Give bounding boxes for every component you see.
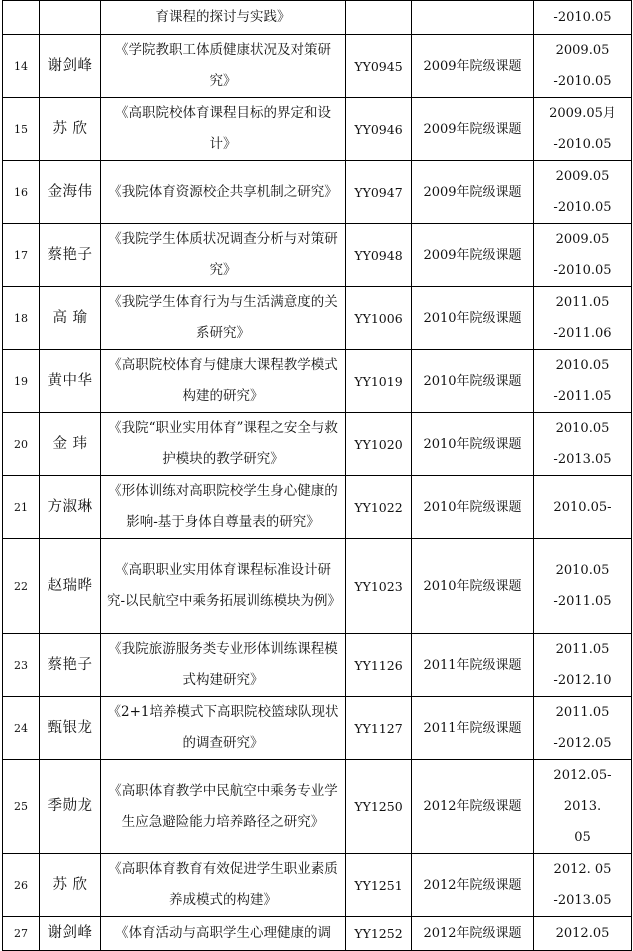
period-line: -2010.05 [553, 74, 612, 89]
project-period [534, 854, 632, 917]
project-period [534, 760, 632, 854]
row-number: 18 [3, 287, 40, 350]
table-row [3, 539, 632, 634]
project-title: 《2+1培养模式下高职院校篮球队现状的调查研究》 [101, 697, 346, 760]
project-level: 2012年院级课题 [412, 854, 534, 917]
row-number: 20 [3, 413, 40, 476]
table-row [3, 350, 632, 413]
project-code: YY1022 [346, 476, 412, 539]
researcher-name: 蔡艳子 [40, 634, 101, 697]
period-line: -2010.05 [553, 200, 612, 215]
project-level: 2009年院级课题 [412, 35, 534, 98]
project-level: 2010年院级课题 [412, 413, 534, 476]
row-number: 14 [3, 35, 40, 98]
row-number: 27 [3, 917, 40, 951]
project-period [534, 1, 632, 35]
period-line: 2011.05 [555, 705, 610, 720]
researcher-name: 方淑琳 [40, 476, 101, 539]
table-row [3, 917, 632, 951]
project-title: 《形体训练对高职院校学生身心健康的影响-基于身体自尊量表的研究》 [101, 476, 346, 539]
project-level: 2012年院级课题 [412, 917, 534, 951]
period-line: 2011.05 [555, 642, 610, 657]
row-number: 21 [3, 476, 40, 539]
table-row [3, 476, 632, 539]
period-line: -2011.05 [553, 594, 612, 609]
table-row [3, 697, 632, 760]
period-line: 2010.05 [555, 358, 610, 373]
period-line: 2010.05- [553, 499, 612, 515]
project-level: 2012年院级课题 [412, 760, 534, 854]
researcher-name: 苏 欣 [40, 98, 101, 161]
row-number: 24 [3, 697, 40, 760]
table-row [3, 413, 632, 476]
project-period [534, 350, 632, 413]
project-period [534, 476, 632, 539]
project-code: YY0946 [346, 98, 412, 161]
project-period [534, 161, 632, 224]
researcher-name: 甄银龙 [40, 697, 101, 760]
table-row [3, 161, 632, 224]
period-line: 2012. 05 [553, 862, 612, 877]
researcher-name: 谢剑峰 [40, 917, 101, 951]
project-code: YY1023 [346, 539, 412, 634]
project-period [534, 634, 632, 697]
period-line: -2013.05 [553, 893, 612, 908]
project-code: YY0947 [346, 161, 412, 224]
researcher-name: 高 瑜 [40, 287, 101, 350]
project-level: 2010年院级课题 [412, 476, 534, 539]
researcher-name: 蔡艳子 [40, 224, 101, 287]
period-line: 2012.05 [555, 926, 610, 941]
project-title: 《我院学生体育行为与生活满意度的关系研究》 [101, 287, 346, 350]
project-code [346, 1, 412, 35]
project-period [534, 224, 632, 287]
table-row [3, 35, 632, 98]
project-title: 《我院“职业实用体育”课程之安全与救护模块的教学研究》 [101, 413, 346, 476]
project-title: 《高职体育教学中民航空中乘务专业学生应急避险能力培养路径之研究》 [101, 760, 346, 854]
project-period [534, 287, 632, 350]
researcher-name: 金 玮 [40, 413, 101, 476]
period-line: 2010.05 [555, 563, 610, 578]
researcher-name: 谢剑峰 [40, 35, 101, 98]
project-title: 《学院教职工体质健康状况及对策研究》 [101, 35, 346, 98]
researcher-name: 黄中华 [40, 350, 101, 413]
row-number [3, 1, 40, 35]
project-title: 《高职职业实用体育课程标准设计研究-以民航空中乘务拓展训练模块为例》 [101, 539, 346, 634]
row-number: 25 [3, 760, 40, 854]
researcher-name: 金海伟 [40, 161, 101, 224]
research-projects-table [2, 0, 632, 951]
project-code: YY0948 [346, 224, 412, 287]
project-code: YY1250 [346, 760, 412, 854]
table-row [3, 98, 632, 161]
project-level: 2011年院级课题 [412, 697, 534, 760]
table-row [3, 224, 632, 287]
row-number: 17 [3, 224, 40, 287]
period-line: 2009.05月 [549, 106, 616, 121]
project-code: YY1020 [346, 413, 412, 476]
project-title: 《我院旅游服务类专业形体训练课程模式构建研究》 [101, 634, 346, 697]
project-title: 育课程的探讨与实践》 [101, 1, 346, 35]
researcher-name: 赵瑞晔 [40, 539, 101, 634]
period-line: 2009.05 [555, 169, 610, 184]
project-code: YY1127 [346, 697, 412, 760]
project-period [534, 413, 632, 476]
period-line: 2009.05 [555, 232, 610, 247]
project-code: YY1252 [346, 917, 412, 951]
project-level: 2009年院级课题 [412, 98, 534, 161]
project-level [412, 1, 534, 35]
period-line: -2010.05 [553, 263, 612, 278]
project-period [534, 98, 632, 161]
table-row [3, 854, 632, 917]
table-row [3, 760, 632, 854]
project-level: 2011年院级课题 [412, 634, 534, 697]
period-line: 2010.05 [555, 421, 610, 436]
row-number: 16 [3, 161, 40, 224]
project-level: 2010年院级课题 [412, 287, 534, 350]
project-code: YY1251 [346, 854, 412, 917]
project-level: 2009年院级课题 [412, 224, 534, 287]
row-number: 15 [3, 98, 40, 161]
period-line: 2011.05 [555, 295, 610, 310]
project-title: 《高职院校体育与健康大课程教学模式构建的研究》 [101, 350, 346, 413]
project-level: 2009年院级课题 [412, 161, 534, 224]
row-number: 26 [3, 854, 40, 917]
project-period [534, 697, 632, 760]
researcher-name [40, 1, 101, 35]
project-title: 《我院学生体质状况调查分析与对策研究》 [101, 224, 346, 287]
period-line: 05 [574, 830, 591, 845]
period-line: -2013.05 [553, 452, 612, 467]
period-line: 2009.05 [555, 43, 610, 58]
period-line: -2012.05 [553, 736, 612, 751]
project-code: YY1006 [346, 287, 412, 350]
project-level: 2010年院级课题 [412, 539, 534, 634]
researcher-name: 季勋龙 [40, 760, 101, 854]
period-line: -2012.10 [553, 673, 612, 688]
project-code: YY0945 [346, 35, 412, 98]
project-period [534, 917, 632, 951]
row-number: 22 [3, 539, 40, 634]
project-period [534, 539, 632, 634]
project-title: 《高职体育教育有效促进学生职业素质养成模式的构建》 [101, 854, 346, 917]
period-line: 2012.05-2013. [553, 768, 612, 814]
project-code: YY1019 [346, 350, 412, 413]
table-row [3, 1, 632, 35]
period-line: -2011.06 [553, 326, 612, 341]
period-line: -2010.05 [553, 137, 612, 152]
researcher-name: 苏 欣 [40, 854, 101, 917]
table-row [3, 287, 632, 350]
row-number: 23 [3, 634, 40, 697]
project-code: YY1126 [346, 634, 412, 697]
project-title: 《我院体育资源校企共享机制之研究》 [101, 161, 346, 224]
row-number: 19 [3, 350, 40, 413]
project-period [534, 35, 632, 98]
table-row [3, 634, 632, 697]
project-title: 《体育活动与高职学生心理健康的调 [101, 917, 346, 951]
project-level: 2010年院级课题 [412, 350, 534, 413]
period-line: -2010.05 [553, 10, 612, 25]
project-title: 《高职院校体育课程目标的界定和设计》 [101, 98, 346, 161]
period-line: -2011.05 [553, 389, 612, 404]
